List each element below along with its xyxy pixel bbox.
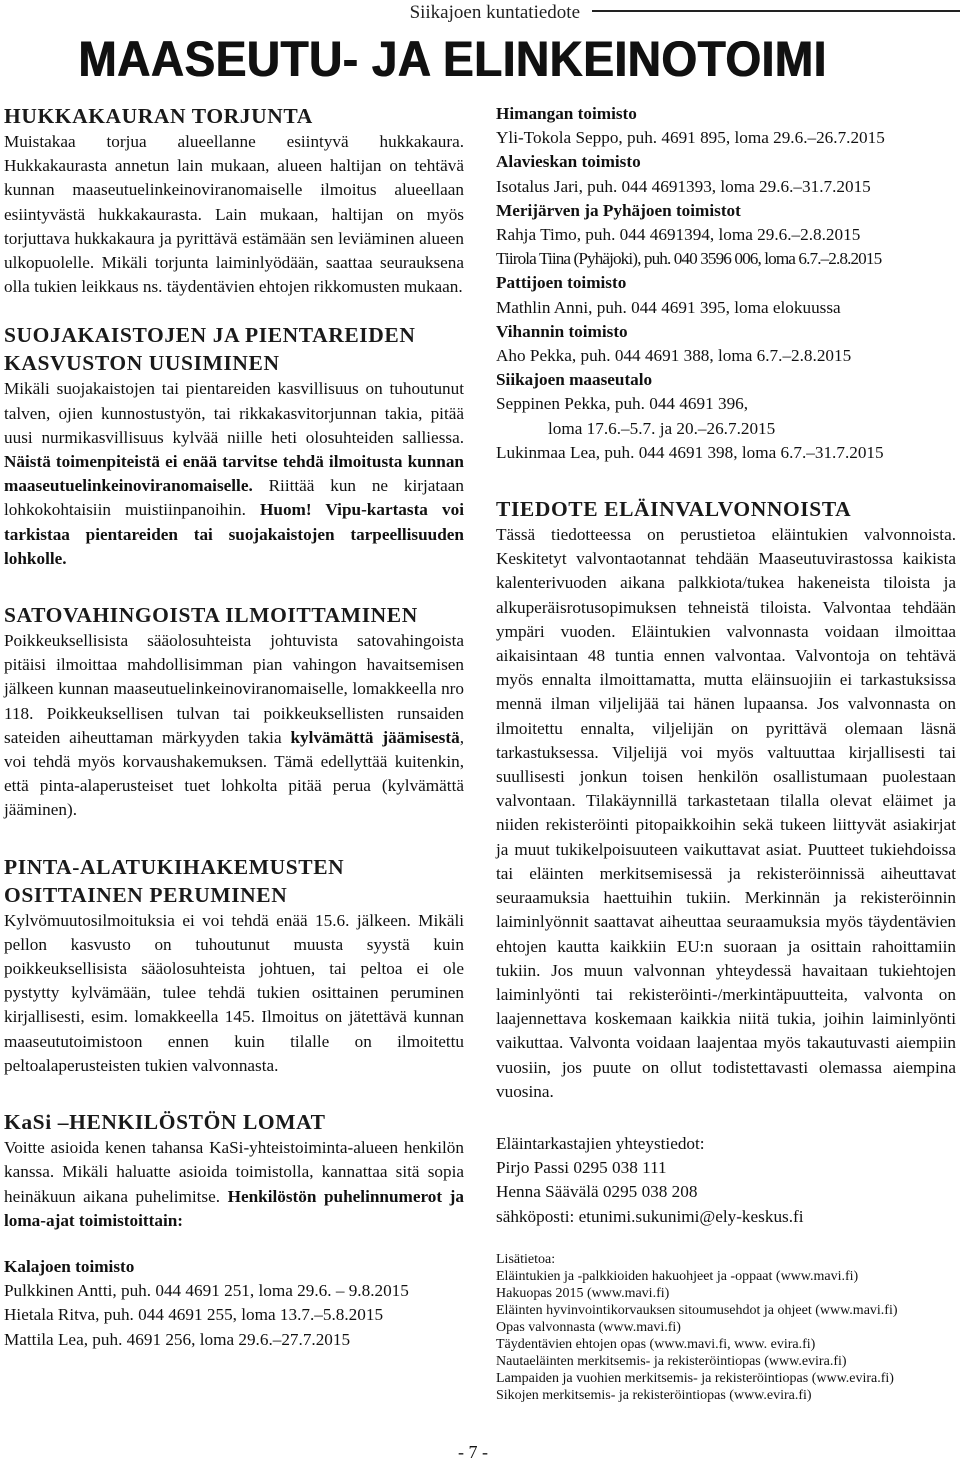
body-bold-text: Henkilöstön puhelinnumerot ja loma-ajat toimistoittain: bbox=[4, 1186, 464, 1230]
contact-line: Henna Säävälä 0295 038 208 bbox=[496, 1182, 698, 1202]
right-column bbox=[496, 102, 956, 1404]
office-line: Isotalus Jari, puh. 044 4691393, loma 29.6.–31.7.2015 bbox=[496, 176, 871, 196]
office-name: Himangan toimisto bbox=[496, 104, 637, 123]
body-bold-text: Huom! Vipu-kartasta voi tarkistaa pientareiden tai suojakaistojen tarpeellisuuden lohkolle. bbox=[4, 500, 464, 568]
section-body bbox=[4, 1136, 464, 1233]
office-line: loma 17.6.–5.7. ja 20.–26.7.2015 bbox=[548, 418, 776, 438]
section-body: Tässä tiedotteessa on perustietoa eläintukien valvonnoista. Keskitetyt valvontaotannat tehdään Maaseutuvirastossa kaikista kalenterivuoden aikana palkkiota/tukea hakeneista tiloista ja alkuperäisrotusopimuksen tehneistä tiloista. Valvontaa tehdään ympäri vuoden. Eläintukien valvonnasta voidaan ilmoittaa aikaisintaan 48 tuntia ennen valvontaa. Valvontoja on tehtävä myös ennalta ilmoittamatta, mutta eläinsuojiin ei tarkastuksissa mennä ilman viljelijää tai hänen lupaansa. Jos valvonnasta on ilmoitettu ennalta, viljelijän on pyrittävä olemaan läsnä tarkastuksessa. Viljelijä voi myös valtuuttaa kirjallisesti tai suullisesti jonkun toisen henkilön osallistumaan puolestaan valvontaan. Tilakäynnillä tarkastetaan tilalla olevat eläimet ja niiden rekisteröinti pitopaikkoihin sekä tukeen liittyvät asiakirjat ja muut tukikelpoisuuteen vaikuttavat asiat. Puutteet tukiehdoissa tai eläinten merkitsemisessä ja rekisteröinnissä aiheuttavat seuraamuksia haettuihin tukiin. Merkinnän ja rekisteröinnin laiminlyönnit saattavat aiheuttaa seuraamuksia myös täydentävien ehtojen kautta kaikkiin EU:n suoraan ja osittain rahoittamiin tukiin. Jos muun valvonnan yhteydessä havaitaan tukiehtojen laiminlyönti tai rekisteröinti-/merkintäpuutteita, valvonta on laajennettava koskemaan kaikkia niitä tukia, joihin laiminlyönti vaikuttaa. Valvonta voidaan laajentaa myös takautuvasti aiempiin vuosiin, jos puute on ollut todistettavasti olemassa aiempina vuosina. bbox=[496, 525, 956, 1101]
office-line: Mathlin Anni, puh. 044 4691 395, loma elokuussa bbox=[496, 297, 841, 317]
section-body bbox=[4, 629, 464, 823]
further-info-line: Lampaiden ja vuohien merkitsemis- ja rekisteröintiopas (www.evira.fi) bbox=[496, 1370, 894, 1386]
section-kasi bbox=[4, 1108, 464, 1233]
contacts-title: Eläintarkastajien yhteystiedot: bbox=[496, 1133, 705, 1153]
section-body: Kylvömuutosilmoituksia ei voi tehdä enää 15.6. jälkeen. Mikäli pellon kasvusto on tuhoutunut muusta syystä kuin poikkeuksellisista sääolosuhteista johtuen, tai peltoa ei ole pystytty kylvämään, tulee tehdä tukien osittainen peruminen kirjallisesti, esim. lomakkeella 145. Ilmoitus on jätettävä kunnan maaseututoimistoon ennen kuin tilalle on ilmoitettu peltoalaperusteisten tukien valvonnasta. bbox=[4, 910, 464, 1075]
body-text: Riittää kun ne kirjataan lohkokohtaisiin muistiinpanoihin. bbox=[4, 476, 464, 520]
office-name: Vihannin toimisto bbox=[496, 321, 628, 341]
further-info bbox=[496, 1251, 956, 1404]
office-line: Lukinmaa Lea, puh. 044 4691 398, loma 6.7.–31.7.2015 bbox=[496, 442, 884, 462]
further-info-line: Hakuopas 2015 (www.mavi.fi) bbox=[496, 1285, 670, 1301]
section-heading: SUOJAKAISTOJEN JA PIENTAREIDEN KASVUSTON UUSIMINEN bbox=[4, 323, 416, 376]
office-name: Siikajoen maaseutalo bbox=[496, 370, 653, 390]
body-bold-text: kylvämättä jäämisestä bbox=[290, 727, 460, 747]
page-title: MAASEUTU- JA ELINKEINOTOIMI bbox=[78, 31, 827, 87]
office-name: Kalajoen toimisto bbox=[4, 1256, 135, 1276]
office-line: Hietala Ritva, puh. 044 4691 255, loma 13.7.–5.8.2015 bbox=[4, 1305, 384, 1325]
body-bold-text: Näistä toimenpiteistä ei enää tarvitse tehdä ilmoitusta kunnan maaseutuelinkeinoviranomaiselle. bbox=[4, 452, 464, 496]
contacts bbox=[496, 1132, 956, 1229]
office-line: Yli-Tokola Seppo, puh. 4691 895, loma 29.6.–26.7.2015 bbox=[496, 128, 885, 148]
section-satovahingot bbox=[4, 601, 464, 823]
body-text: Voitte asioida kenen tahansa KaSi-yhteistoiminta-alueen henkilön kanssa. Mikäli haluatte asioida toimistolla, kannattaa sitä sopia heinäkuun aikana puhelimitse. bbox=[4, 1138, 464, 1206]
body-text: Mikäli suojakaistojen tai pientareiden kasvillisuus on tuhoutunut talven, ojien kunnostustyön, tai rikkakasvitorjunnan takia, pitää uusi nurmikasvillisuus kylvää niille heti olosuhteiden salliessa. bbox=[4, 379, 464, 447]
body-text: Poikkeuksellisista sääolosuhteista johtuvista satovahingoista pitäisi ilmoittaa mahdollisimman pian vahingon havaitsemisen jälkeen kunnan maaseutuelinkeinoviranomaiselle, lomakkeella nro 118. Poikkeuksellisen tulvan tai poikkeuksellisten runsaiden sateiden aiheuttaman märkyyden takia bbox=[4, 631, 464, 747]
section-tiedote bbox=[496, 495, 956, 1104]
office-name: Alavieskan toimisto bbox=[496, 152, 641, 172]
office-line: Seppinen Pekka, puh. 044 4691 396, bbox=[496, 394, 749, 414]
office-line: Aho Pekka, puh. 044 4691 388, loma 6.7.–2.8.2015 bbox=[496, 346, 852, 366]
section-body: Muistakaa torjua alueellanne esiintyvä hukkakaura. Hukkakaurasta annetun lain mukaan, alueen haltijan on tehtävä kunnan maaseutuelinkeinoviranomaiselle ilmoitus alueellaan esiintyvästä hukkakaurasta. Lain mukaan, haltijan on myös torjuttava hukkakaura ja pyrittävä estämään sen leviäminen alueen ulkopuolelle. Mikäli torjunta laiminlyödään, saattaa seurauksena olla tukien leikkaus ns. täydentävien ehtojen rikkomusten mukaan. bbox=[4, 132, 464, 297]
section-hukkakaura bbox=[4, 102, 464, 299]
section-heading: SATOVAHINGOISTA ILMOITTAMINEN bbox=[4, 603, 418, 628]
contact-email: sähköposti: etunimi.sukunimi@ely-keskus.fi bbox=[496, 1206, 804, 1226]
section-heading: PINTA-ALATUKIHAKEMUSTEN OSITTAINEN PERUMINEN bbox=[4, 854, 345, 907]
body-text: , voi tehdä myös korvaushakemuksen. Tämä edellyttää kuitenkin, että pinta-alaperusteiset tuet lohkolta pitää perua (kylvämättä jääminen). bbox=[4, 727, 464, 820]
office-name: Merijärven ja Pyhäjoen toimistot bbox=[496, 200, 741, 220]
section-body bbox=[4, 377, 464, 571]
publication-name: Siikajoen kuntatiedote bbox=[409, 2, 580, 23]
section-heading: KaSi –HENKILÖSTÖN LOMAT bbox=[4, 1110, 326, 1135]
section-suojakaistat bbox=[4, 321, 464, 571]
page-number: - 7 - bbox=[458, 1442, 488, 1462]
header-rule bbox=[592, 10, 960, 12]
further-info-line: Sikojen merkitsemis- ja rekisteröintiopas (www.evira.fi) bbox=[496, 1387, 812, 1403]
further-info-line: Eläintukien ja -palkkioiden hakuohjeet ja -oppaat (www.mavi.fi) bbox=[496, 1268, 859, 1284]
office-line: Mattila Lea, puh. 4691 256, loma 29.6.–27.7.2015 bbox=[4, 1329, 351, 1349]
office-line: Rahja Timo, puh. 044 4691394, loma 29.6.–2.8.2015 bbox=[496, 225, 861, 245]
further-info-line: Täydentävien ehtojen opas (www.mavi.fi, www. evira.fi) bbox=[496, 1336, 816, 1352]
further-info-line: Eläinten hyvinvointikorvauksen sitoumusehdot ja ohjeet (www.mavi.fi) bbox=[496, 1302, 898, 1318]
left-column bbox=[4, 102, 464, 1352]
section-heading: TIEDOTE ELÄINVALVONNOISTA bbox=[496, 497, 852, 522]
further-info-title: Lisätietoa: bbox=[496, 1251, 556, 1267]
further-info-line: Opas valvonnasta (www.mavi.fi) bbox=[496, 1319, 681, 1335]
further-info-line: Nautaeläinten merkitsemis- ja rekisteröintiopas (www.evira.fi) bbox=[496, 1353, 847, 1369]
contact-line: Pirjo Passi 0295 038 111 bbox=[496, 1158, 667, 1178]
office-line: Pulkkinen Antti, puh. 044 4691 251, loma 29.6. – 9.8.2015 bbox=[4, 1281, 409, 1301]
section-pinta-ala bbox=[4, 853, 464, 1078]
office-name: Pattijoen toimisto bbox=[496, 273, 627, 293]
office-kalajoki bbox=[4, 1255, 464, 1352]
office-line: Tiirola Tiina (Pyhäjoki), puh. 040 3596 006, loma 6.7.–2.8.2015 bbox=[496, 249, 882, 269]
section-heading: HUKKAKAURAN TORJUNTA bbox=[4, 104, 313, 128]
offices-list bbox=[496, 102, 956, 465]
